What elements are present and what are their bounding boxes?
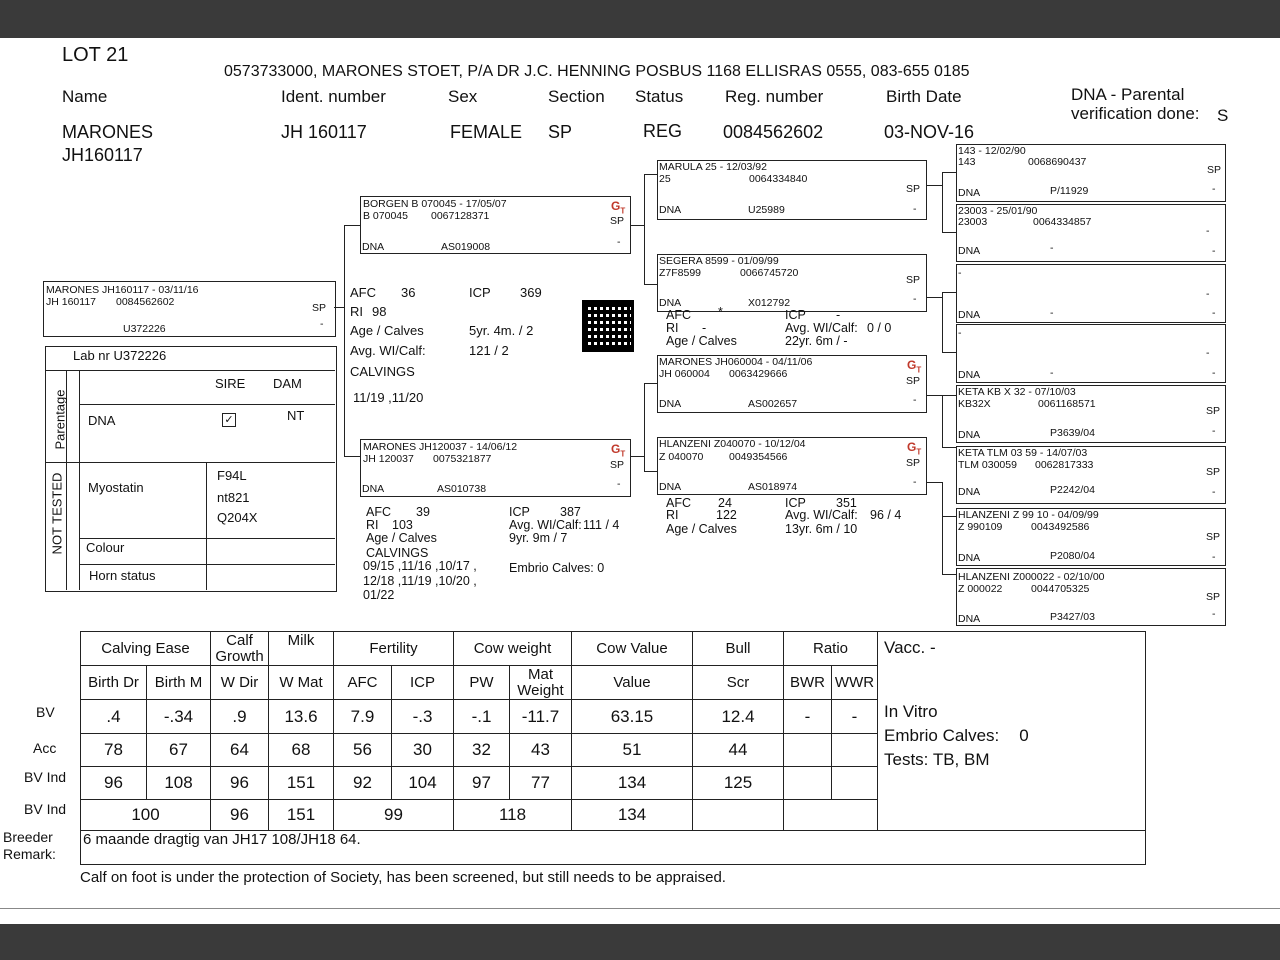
qr-code-icon	[582, 300, 634, 352]
lab-divider	[45, 370, 335, 371]
connector	[644, 383, 657, 384]
sire-pedigree-box: BORGEN B 070045 - 17/05/07 B 070045 0067128371 SP - DNA AS019008 $G_T$	[360, 196, 631, 254]
connector	[942, 395, 943, 447]
ind-cell: 125	[693, 767, 784, 800]
myo-value-3: Q204X	[217, 510, 258, 525]
animal-section: SP	[548, 122, 573, 142]
connector	[942, 172, 943, 232]
society-logo-icon: $G_T$	[907, 358, 922, 375]
sire-wi: 121 / 2	[469, 343, 509, 358]
dam-age-label: Age / Calves	[366, 531, 437, 545]
segera-icp-label: ICP	[785, 308, 806, 322]
segera-ri: -	[702, 321, 707, 335]
bv-cell: -.34	[147, 700, 211, 734]
col-header: Birth M	[147, 666, 211, 700]
row-label-acc: Acc	[33, 740, 57, 756]
dam-wi-label: Avg. WI/Calf:	[509, 518, 582, 532]
header-ident: Ident. number	[281, 87, 386, 106]
dam-icp-label: ICP	[509, 505, 530, 519]
sire-age-label: Age / Calves	[350, 323, 424, 338]
lab-section-line	[45, 462, 335, 463]
header-dna-2: verification done:	[1071, 104, 1200, 123]
granddam-paternal-box: SEGERA 8599 - 01/09/99 Z7F8599 0066745720 SP - DNA X012792	[657, 254, 927, 312]
dam-ri: 103	[392, 518, 413, 532]
connector	[644, 471, 657, 472]
hlanzeni-age-label: Age / Calves	[666, 522, 737, 536]
header-reg: Reg. number	[725, 87, 824, 106]
bv-cell: .4	[81, 700, 147, 734]
dam-calvings-3: 01/22	[363, 588, 395, 602]
connector	[644, 174, 645, 284]
segera-wi-label: Avg. WI/Calf:	[785, 321, 858, 335]
connector	[942, 516, 956, 517]
header-section: Section	[548, 87, 605, 106]
header-sex: Sex	[448, 87, 478, 106]
dam-calvings-2: 12/18 ,11/19 ,10/20 ,	[363, 574, 477, 588]
bv-cell: 63.15	[572, 700, 693, 734]
header-name: Name	[62, 87, 108, 106]
ggp-box-6: KETA TLM 03 59 - 14/07/03 TLM 030059 0062817333 SP - DNA P2242/04	[956, 446, 1226, 504]
ind-cell: 134	[572, 767, 693, 800]
animal-ident: JH 160117	[281, 122, 367, 142]
dam-calvings-1: 09/15 ,11/16 ,10/17 ,	[363, 559, 477, 573]
footer-note: Calf on foot is under the protection of Society, has been screened, but still needs to be appraised.	[80, 869, 726, 886]
animal-birth: 03-NOV-16	[884, 122, 975, 142]
ind-cell	[832, 767, 878, 800]
ind2-cell: 100	[81, 800, 211, 831]
col-header: WWR	[832, 666, 878, 700]
header-dna-1: DNA - Parental	[1071, 85, 1185, 104]
bv-cell: 12.4	[693, 700, 784, 734]
dam-age: 9yr. 9m / 7	[509, 531, 568, 545]
ind2-cell: 151	[269, 800, 334, 831]
dam-embrio: Embrio Calves: 0	[509, 561, 605, 575]
acc-cell: 51	[572, 734, 693, 767]
col-header: Mat Weight	[510, 666, 572, 700]
connector	[344, 225, 360, 226]
connector	[942, 574, 956, 575]
connector	[942, 395, 956, 396]
segera-afc-label: AFC	[666, 308, 691, 322]
vacc-text: Vacc. -	[884, 638, 936, 657]
animal-name-2: JH160117	[62, 145, 143, 165]
group-calf-growth: Calf Growth	[211, 632, 269, 666]
ind-cell: 92	[334, 767, 392, 800]
hlanzeni-afc-label: AFC	[666, 496, 691, 510]
segera-ri-label: RI	[666, 321, 679, 335]
ggp-box-3: - - - DNA -	[956, 264, 1226, 323]
acc-cell: 43	[510, 734, 572, 767]
header-status: Status	[635, 87, 684, 106]
sire-age: 5yr. 4m. / 2	[469, 323, 534, 338]
ggp-box-5: KETA KB X 32 - 07/10/03 KB32X 0061168571 SP - DNA P3639/04	[956, 385, 1226, 443]
breeding-values-table	[80, 631, 1146, 865]
lab-number: Lab nr U372226	[73, 348, 167, 363]
hlanzeni-ri: 122	[716, 508, 737, 522]
connector	[629, 456, 644, 457]
society-logo-icon: $G_T$	[907, 440, 922, 457]
granddam-maternal-box: HLANZENI Z040070 - 10/12/04 Z 040070 0049354566 SP - DNA AS018974 $G_T$	[657, 437, 927, 495]
lab-dam-header: DAM	[273, 376, 302, 391]
ind2-cell: 99	[334, 800, 454, 831]
bottom-bar	[0, 924, 1280, 960]
acc-cell: 44	[693, 734, 784, 767]
group-ratio: Ratio	[784, 632, 878, 666]
bv-cell: 13.6	[269, 700, 334, 734]
top-bar	[0, 0, 1280, 38]
grandsire-paternal-box: MARULA 25 - 12/03/92 25 0064334840 SP - DNA U25989	[657, 160, 927, 220]
connector	[644, 383, 645, 471]
animal-status: REG	[643, 121, 683, 141]
not-tested-label: NOT TESTED	[49, 472, 65, 555]
dam-calvings-label: CALVINGS	[366, 546, 429, 560]
group-milk: Milk	[269, 632, 334, 666]
lot-number: LOT 21	[62, 44, 129, 66]
ind-cell: 96	[211, 767, 269, 800]
ind2-cell: 118	[454, 800, 572, 831]
horn-label: Horn status	[89, 568, 156, 583]
ind-cell: 108	[147, 767, 211, 800]
tests-text: Tests: TB, BM	[884, 750, 990, 769]
embrio-value: 0	[1019, 726, 1029, 745]
connector	[942, 482, 943, 574]
sire-afc-label: AFC	[350, 285, 376, 300]
breeder-label-1: Breeder	[3, 829, 53, 845]
bv-cell: -	[784, 700, 832, 734]
connector	[942, 172, 956, 173]
lab-sire-header: SIRE	[215, 376, 246, 391]
acc-cell: 78	[81, 734, 147, 767]
connector	[925, 185, 942, 186]
ggp-box-2: 23003 - 25/01/90 23003 0064334857 - - DNA -	[956, 204, 1226, 262]
connector	[942, 447, 956, 448]
segera-afc: *	[718, 305, 723, 319]
ggp-box-7: HLANZENI Z 99 10 - 04/09/99 Z 990109 0043492586 SP - DNA P2080/04	[956, 508, 1226, 566]
grandsire-maternal-box: MARONES JH060004 - 04/11/06 JH 060004 0063429666 SP - DNA AS002657 $G_T$	[657, 355, 927, 413]
dam-ri-label: RI	[366, 518, 379, 532]
ggp-box-4: - - - DNA -	[956, 324, 1226, 383]
acc-cell: 64	[211, 734, 269, 767]
owner-line: 0573733000, MARONES STOET, P/A DR J.C. HENNING POSBUS 1168 ELLISRAS 0555, 083-655 0185	[224, 63, 970, 80]
lab-subhead-line	[79, 404, 335, 405]
lab-line-colour	[79, 538, 335, 539]
society-logo-icon: $G_T$	[611, 442, 626, 459]
ind2-cell	[784, 800, 878, 831]
row-label-bv: BV	[36, 704, 55, 720]
acc-cell: 68	[269, 734, 334, 767]
dam-afc-label: AFC	[366, 505, 391, 519]
ind-cell: 77	[510, 767, 572, 800]
animal-name-1: MARONES	[62, 122, 154, 142]
breeder-label-2: Remark:	[3, 846, 56, 862]
segera-age-label: Age / Calves	[666, 334, 737, 348]
colour-label: Colour	[86, 540, 125, 555]
group-cow-value: Cow Value	[572, 632, 693, 666]
animal-reg: 0084562602	[723, 122, 824, 142]
dam-pedigree-box: MARONES JH120037 - 14/06/12 JH 120037 0075321877 SP - DNA AS010738 $G_T$	[360, 439, 631, 497]
sire-dna-checkbox: ✓	[222, 413, 236, 427]
hlanzeni-ri-label: RI	[666, 508, 679, 522]
bv-cell: -	[832, 700, 878, 734]
sire-icp-label: ICP	[469, 285, 491, 300]
breeder-remark: 6 maande dragtig van JH17 108/JH18 64.	[81, 831, 1146, 865]
myo-value-1: F94L	[217, 468, 247, 483]
bv-cell: -.1	[454, 700, 510, 734]
ind-cell: 96	[81, 767, 147, 800]
bv-cell: -11.7	[510, 700, 572, 734]
bottom-divider	[0, 908, 1280, 909]
col-header: PW	[454, 666, 510, 700]
acc-cell: 67	[147, 734, 211, 767]
group-fertility: Fertility	[334, 632, 454, 666]
col-header: Value	[572, 666, 693, 700]
connector	[925, 482, 942, 483]
row-label-bv-ind: BV Ind	[24, 769, 67, 785]
sire-ri: 98	[372, 304, 387, 319]
ind-cell	[784, 767, 832, 800]
connector	[344, 225, 345, 456]
acc-cell: 30	[392, 734, 454, 767]
ggp-box-8: HLANZENI Z000022 - 02/10/00 Z 000022 0044705325 SP - DNA P3427/03	[956, 568, 1226, 626]
sire-ri-label: RI	[350, 304, 363, 319]
bv-cell: -.3	[392, 700, 454, 734]
col-header: AFC	[334, 666, 392, 700]
connector	[942, 232, 956, 233]
dam-wi: 111 / 4	[583, 518, 620, 532]
self-pedigree-box: MARONES JH160117 - 03/11/16 JH 160117 0084562602 SP - U372226	[43, 281, 336, 337]
sire-afc: 36	[401, 285, 416, 300]
hlanzeni-afc: 24	[718, 496, 732, 510]
col-header: W Mat	[269, 666, 334, 700]
segera-icp: -	[836, 308, 841, 322]
dam-icp: 387	[560, 505, 581, 519]
lab-dna-label: DNA	[88, 413, 116, 428]
header-birth: Birth Date	[886, 87, 962, 106]
sire-wi-label: Avg. WI/Calf:	[350, 343, 426, 358]
society-logo-icon: $G_T$	[611, 199, 626, 216]
acc-cell: 32	[454, 734, 510, 767]
group-cow-weight: Cow weight	[454, 632, 572, 666]
parentage-label: Parentage	[52, 389, 68, 450]
ind2-cell: 134	[572, 800, 693, 831]
col-header: BWR	[784, 666, 832, 700]
animal-sex: FEMALE	[450, 122, 523, 142]
group-calving-ease: Calving Ease	[81, 632, 211, 666]
lab-dam-value: NT	[287, 408, 305, 423]
col-header: ICP	[392, 666, 454, 700]
ggp-box-1: 143 - 12/02/90 143 0068690437 SP - DNA P/11929	[956, 144, 1226, 202]
notes-panel	[878, 632, 1146, 831]
connector	[334, 307, 344, 308]
connector	[344, 456, 360, 457]
connector	[942, 292, 943, 352]
connector	[644, 284, 657, 285]
connector	[925, 297, 942, 298]
embrio-label: Embrio Calves:	[884, 726, 1000, 745]
myo-value-2: nt821	[217, 490, 250, 505]
hlanzeni-wi: 96 / 4	[870, 508, 902, 522]
col-header: Birth Dr	[81, 666, 147, 700]
connector	[925, 395, 942, 396]
segera-wi: 0 / 0	[867, 321, 892, 335]
acc-cell: 56	[334, 734, 392, 767]
connector	[942, 352, 956, 353]
bv-cell: 7.9	[334, 700, 392, 734]
acc-cell	[784, 734, 832, 767]
lab-myo-divider	[206, 462, 207, 590]
ind2-cell: 96	[211, 800, 269, 831]
hlanzeni-wi-label: Avg. WI/Calf:	[785, 508, 858, 522]
hlanzeni-icp-label: ICP	[785, 496, 806, 510]
connector	[942, 292, 956, 293]
connector	[629, 225, 644, 226]
dam-afc: 39	[416, 505, 430, 519]
ind2-cell	[693, 800, 784, 831]
lab-line-horn	[79, 564, 335, 565]
group-bull: Bull	[693, 632, 784, 666]
sire-icp: 369	[520, 285, 542, 300]
col-header: W Dir	[211, 666, 269, 700]
ind-cell: 151	[269, 767, 334, 800]
col-header: Scr	[693, 666, 784, 700]
sire-calvings-label: CALVINGS	[350, 364, 415, 379]
ind-cell: 97	[454, 767, 510, 800]
sire-calvings-list: 11/19 ,11/20	[353, 390, 424, 405]
hlanzeni-icp: 351	[836, 496, 857, 510]
segera-age: 22yr. 6m / -	[785, 334, 848, 348]
header-dna-value: S	[1217, 106, 1229, 125]
hlanzeni-age: 13yr. 6m / 10	[785, 522, 858, 536]
acc-cell	[832, 734, 878, 767]
in-vitro-text: In Vitro	[884, 702, 938, 721]
myostatin-label: Myostatin	[88, 480, 144, 495]
connector	[644, 174, 657, 175]
bv-cell: .9	[211, 700, 269, 734]
ind-cell: 104	[392, 767, 454, 800]
row-label-bv-ind-2: BV Ind	[24, 801, 67, 817]
